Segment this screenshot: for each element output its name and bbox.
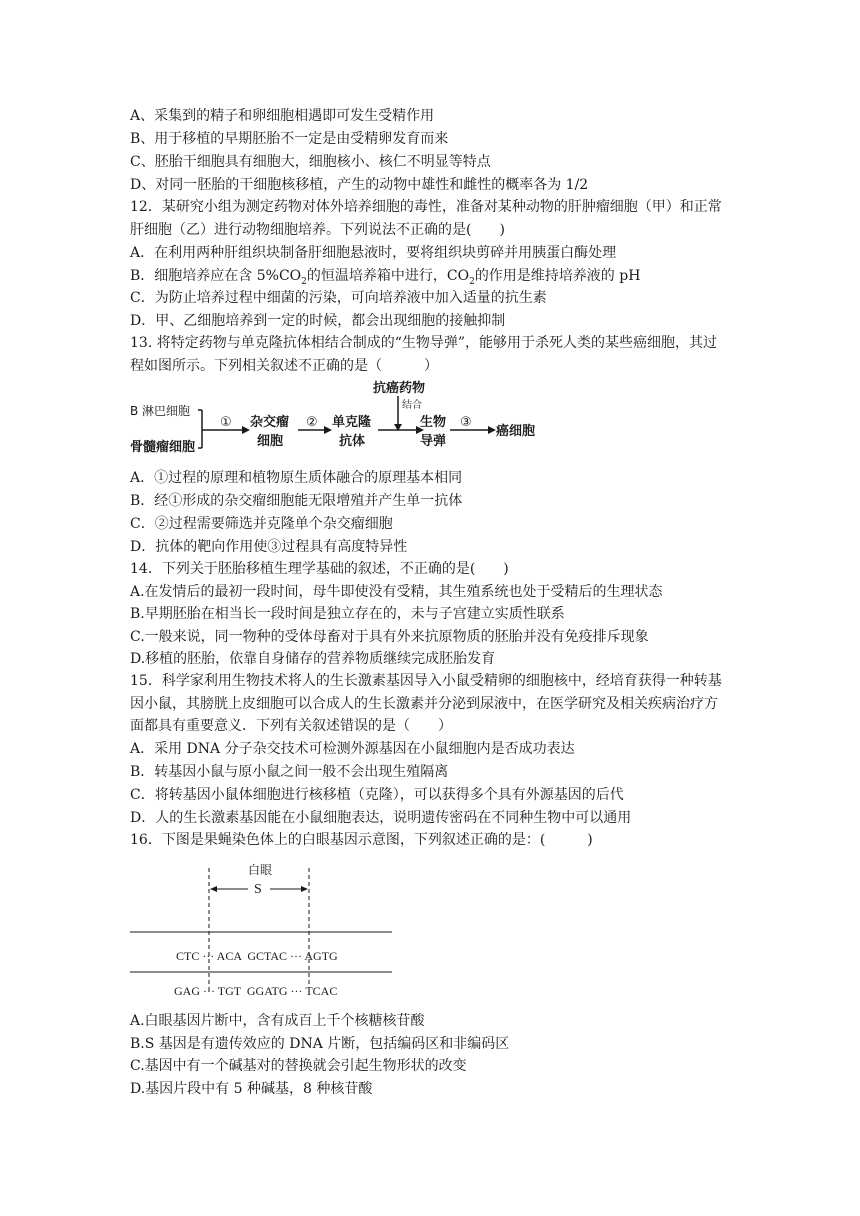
- q15-option-a: A．采用 DNA 分子杂交技术可检测外源基因在小鼠细胞内是否成功表达: [130, 741, 575, 757]
- myeloma-label: 骨髓瘤细胞: [130, 440, 196, 455]
- q12-b-sub1: 2: [301, 276, 307, 287]
- q13-figure-monoclonal-antibody: [128, 378, 548, 458]
- q12-option-c: C．为防止培养过程中细菌的污染，可向培养液中加入适量的抗生素: [130, 290, 547, 306]
- q16-option-c: C.基因中有一个碱基对的替换就会引起生物形状的改变: [130, 1058, 467, 1074]
- q12-option-b: [130, 266, 640, 286]
- b-cell-label: B 淋巴细胞: [130, 404, 191, 418]
- q12-stem: 12．某研究小组为测定药物对体外培养细胞的毒性，准备对某种动物的肝肿瘤细胞（甲）和正常肝细胞（乙）进行动物细胞培养。下列说法不正确的是( ): [130, 199, 722, 238]
- top-strand-sequence: CTC ··· ACA GCTAC ··· AGTG: [176, 949, 338, 963]
- q11-option-b: B、用于移植的早期胚胎不一定是由受精卵发育而来: [130, 131, 449, 147]
- q14-option-c: C.一般来说，同一物种的受体母畜对于具有外来抗原物质的胚胎并没有免疫排斥现象: [130, 629, 649, 645]
- q16-option-a: A.白眼基因片断中，含有成百上千个核糖核苷酸: [130, 1013, 425, 1029]
- q13-option-d: D．抗体的靶向作用使③过程具有高度特异性: [130, 539, 408, 555]
- combine-label: 结合: [402, 400, 422, 411]
- q12-b-sub2: 2: [469, 276, 475, 287]
- q12-b-mid: 的恒温培养箱中进行，CO: [306, 268, 470, 284]
- q15-option-c: C．将转基因小鼠体细胞进行核移植（克隆），可以获得多个具有外源基因的后代: [130, 787, 624, 803]
- q15-stem: 15．科学家利用生物技术将人的生长激素基因导入小鼠受精卵的细胞核中，经培育获得一种转基因小鼠，其膀胱上皮细胞可以合成人的生长激素并分泌到尿液中，在医学研究及相关疾病治疗方面都具有重要意义．下列有关叙述错误的是（ ）: [130, 673, 722, 734]
- q13-option-a: A．①过程的原理和植物原生质体融合的原理基本相同: [130, 470, 463, 486]
- missile-label-2: 导弹: [420, 434, 447, 449]
- q16-option-b: B.S 基因是有遗传效应的 DNA 片断，包括编码区和非编码区: [130, 1036, 510, 1052]
- q12-b-pre: B．细胞培养应在含 5%CO: [130, 268, 302, 284]
- mab-label-2: 抗体: [339, 434, 366, 449]
- cancer-label: 癌细胞: [496, 424, 536, 439]
- step-3-label: ③: [460, 415, 472, 430]
- q14-stem: 14．下列关于胚胎移植生理学基础的叙述，不正确的是( ): [130, 561, 509, 577]
- hybridoma-label-2: 细胞: [257, 434, 284, 449]
- hybridoma-label-1: 杂交瘤: [250, 415, 290, 430]
- arrow-1-head: [242, 426, 250, 434]
- q14-option-a: A.在发情后的最初一段时间，母牛即使没有受精，其生殖系统也处于受精后的生理状态: [130, 584, 663, 600]
- bottom-strand-sequence: GAG ··· TGT GGATG ··· TCAC: [174, 984, 338, 998]
- s-arrow-right: [301, 886, 308, 892]
- q16-figure-white-eye-gene: [128, 860, 398, 998]
- arrow-2-head: [324, 426, 332, 434]
- q11-option-a: A、采集到的精子和卵细胞相遇即可发生受精作用: [130, 108, 435, 124]
- step-2-label: ②: [306, 415, 318, 430]
- q14-option-b: B.早期胚胎在相当长一段时间是独立存在的，未与子宫建立实质性联系: [130, 606, 565, 622]
- q12-option-a: A．在利用两种肝组织块制备肝细胞悬液时，要将组织块剪碎并用胰蛋白酶处理: [130, 245, 617, 261]
- step-1-label: ①: [220, 415, 232, 430]
- q15-option-d: D．人的生长激素基因能在小鼠细胞表达，说明遗传密码在不同种生物中可以通用: [130, 810, 632, 826]
- q11-option-d: D、对同一胚胎的干细胞核移植，产生的动物中雄性和雌性的概率各为 1/2: [130, 177, 589, 193]
- q16-option-d: D.基因片段中有 5 种碱基，8 种核苷酸: [130, 1081, 373, 1097]
- q16-stem: 16．下图是果蝇染色体上的白眼基因示意图，下列叙述正确的是：( ): [130, 832, 593, 848]
- s-arrow-left: [210, 886, 217, 892]
- q13-option-c: C．②过程需要筛选并克隆单个杂交瘤细胞: [130, 516, 393, 532]
- arrow-3-head: [488, 426, 496, 434]
- q15-option-b: B．转基因小鼠与原小鼠之间一般不会出现生殖隔离: [130, 764, 449, 780]
- q11-option-c: C、胚胎干细胞具有细胞大，细胞核小、核仁不明显等特点: [130, 154, 491, 170]
- white-eye-label: 白眼: [248, 863, 273, 877]
- q13-stem: 13. 将特定药物与单克隆抗体相结合制成的“生物导弹”，能够用于杀死人类的某些癌细胞，其过程如图所示。下列相关叙述不正确的是（ ）: [130, 335, 718, 374]
- drug-label: 抗癌药物: [373, 381, 426, 396]
- missile-label-1: 生物: [420, 415, 447, 430]
- q13-option-b: B．经①形成的杂交瘤细胞能无限增殖并产生单一抗体: [130, 493, 463, 509]
- mab-label-1: 单克隆: [332, 415, 372, 430]
- q12-option-d: D．甲、乙细胞培养到一定的时候，都会出现细胞的接触抑制: [130, 313, 506, 329]
- q14-option-d: D.移植的胚胎，依靠自身储存的营养物质继续完成胚胎发育: [130, 651, 496, 667]
- s-gene-label: S: [254, 882, 262, 897]
- q12-b-post: 的作用是维持培养液的 pH: [474, 268, 641, 284]
